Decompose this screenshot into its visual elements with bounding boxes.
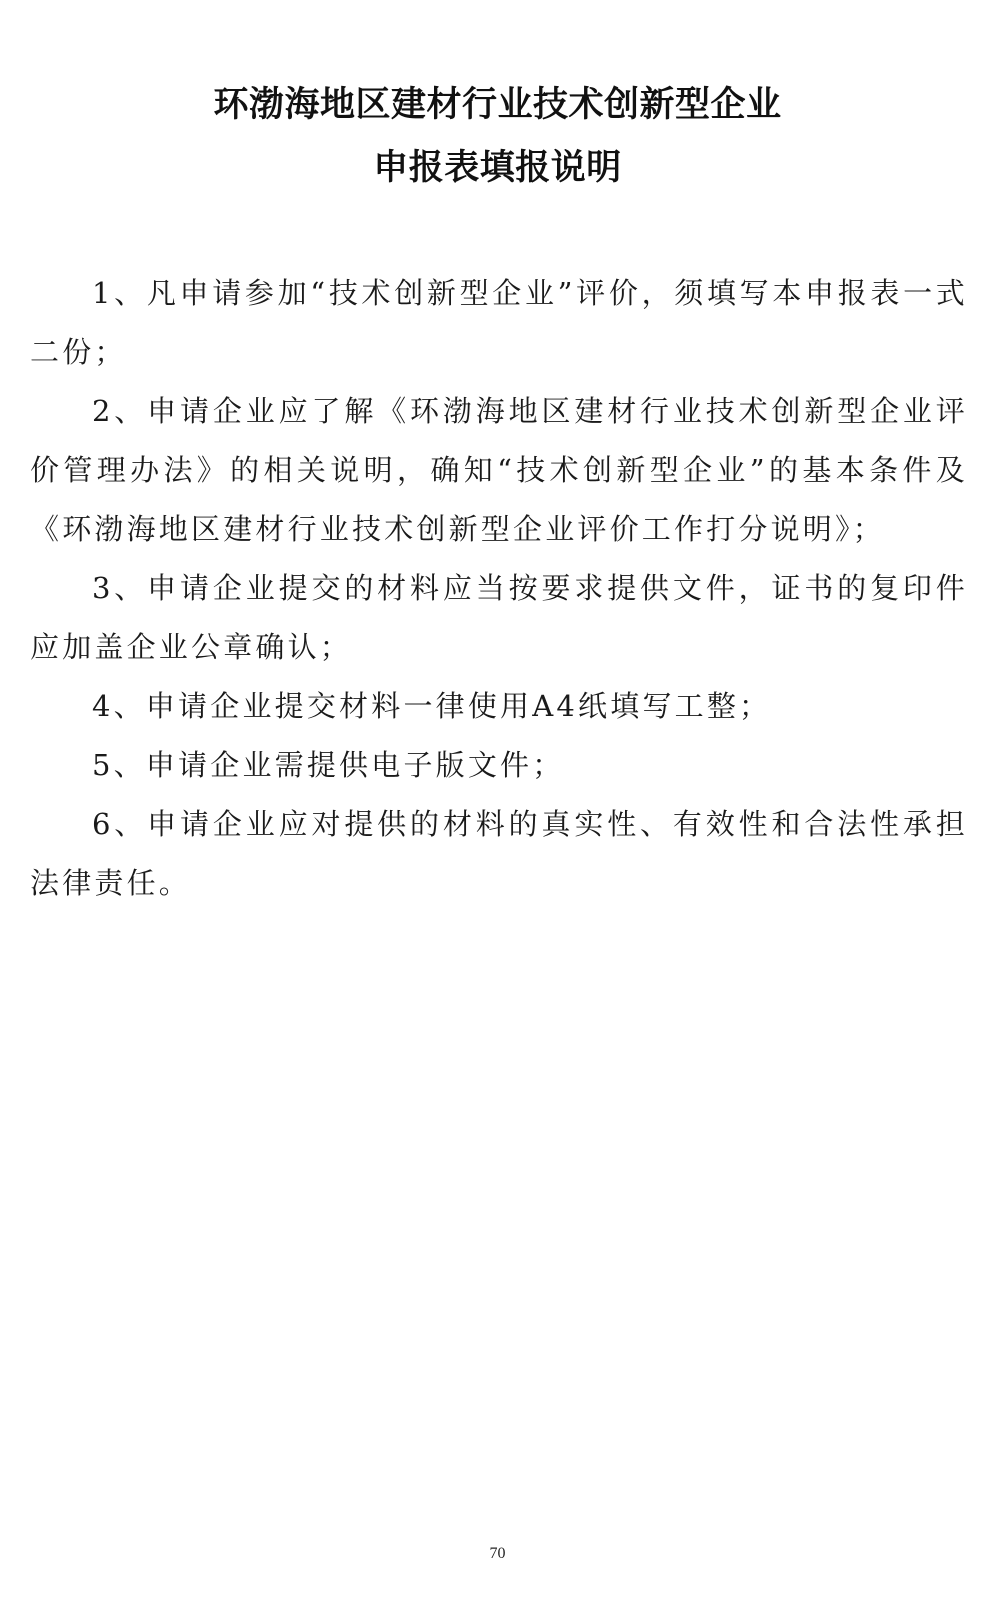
instruction-item-6: 6、申请企业应对提供的材料的真实性、有效性和合法性承担法律责任。 — [30, 807, 968, 900]
instruction-item-2: 2、申请企业应了解《环渤海地区建材行业技术创新型企业评价管理办法》的相关说明，确知“技术创新型企业”的基本条件及《环渤海地区建材行业技术创新型企业评价工作打分说明》； — [30, 394, 968, 546]
document-title-line-2: 申报表填报说明 — [373, 148, 622, 188]
document-title-line-1: 环渤海地区建材行业技术创新型企业 — [213, 85, 782, 125]
instruction-item-5: 5、申请企业需提供电子版文件； — [92, 748, 565, 782]
instruction-item-4: 4、申请企业提交材料一律使用A4纸填写工整； — [92, 689, 772, 723]
page-number: 70 — [489, 1545, 506, 1562]
instructions-body — [30, 264, 968, 913]
instruction-item-1: 1、凡申请参加“技术创新型企业”评价，须填写本申报表一式二份； — [30, 276, 968, 369]
instruction-item-3: 3、申请企业提交的材料应当按要求提供文件，证书的复印件应加盖企业公章确认； — [30, 571, 968, 664]
